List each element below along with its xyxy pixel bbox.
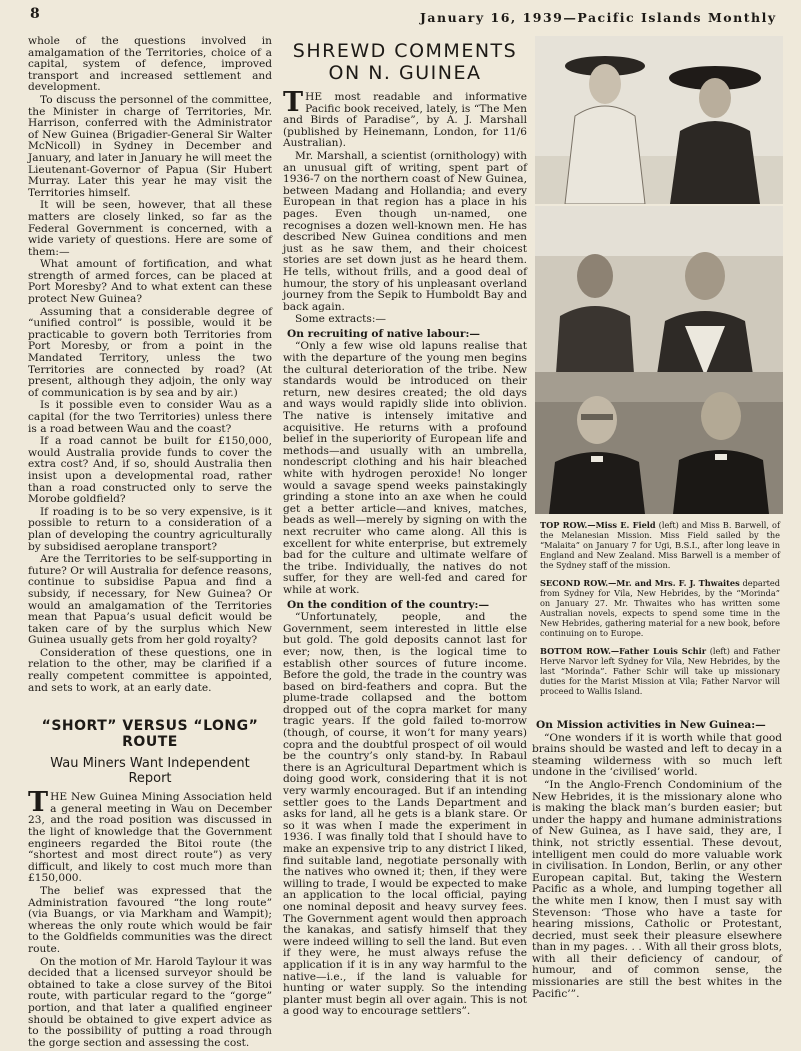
- section-heading: On the condition of the country:—: [287, 598, 490, 611]
- paragraph: [28, 787, 272, 885]
- drop-cap: T: [283, 87, 304, 118]
- story-headline: “SHORT” VERSUS “LONG” ROUTE: [41, 718, 259, 751]
- caption: [540, 520, 780, 570]
- right-column: [532, 717, 782, 1001]
- paragraph: The belief was expressed that the Administration favoured “the long route” (via Buangs, or via Markham and Wampit); whereas the only route which would be fair to the Goldfields communities was the direct route.: [28, 885, 272, 955]
- story-subheadline: Wau Miners Want Independent Report: [50, 756, 250, 787]
- paragraph: Assuming that a considerable degree of “unified control” is possible, would it be practicable to govern both Territories from Port Moresby, or from a point in the Mandated Territory, unless the two Territories are connected by road? (At present, although they adjoin, the only way of communication is by sea and by air.): [28, 305, 272, 399]
- article-headline: SHREWD COMMENTS ON N. GUINEA: [292, 40, 518, 84]
- paragraph: On the motion of Mr. Harold Taylour it was decided that a licensed surveyor should be obtained to take a close survey of the Bitoi route, with particular regard to the “gorge” portion, and that later a qualified engineer should be obtained to give expert advice as to the possibility of putting a road through the gorge section and assessing the cost.: [28, 955, 272, 1049]
- paragraph: If roading is to be so very expensive, is it possible to return to a consideration of a plan of developing the country agriculturally by subsidised aeroplane transport?: [28, 505, 272, 553]
- paragraph: Mr. Marshall, a scientist (ornithology) with an unusual gift of writing, spent part of 1936-7 on the northern coast of New Guinea, between Madang and Hollandia; and every European in that region has a place in his pages. Even though un-named, one recognises a dozen well-known men. He has described New Guinea conditions and men just as he saw them, and their choicest stories are set down just as he heard them. He tells, without frills, and a good deal of humour, the story of his unpleasant overland journey from the Sepik to Humboldt Bay and back again.: [283, 149, 527, 313]
- paragraph: “One wonders if it is worth while that good brains should be wasted and left to decay in a steaming wilderness with so much left undone in the ‘civilised’ world.: [532, 731, 782, 779]
- paragraph: whole of the questions involved in amalgamation of the Territories, choice of a capital, system of defence, improved transport and increased settlement and development.: [28, 35, 272, 94]
- page-number: 8: [30, 6, 40, 22]
- paragraph: Consideration of these questions, one in relation to the other, may be clarified if a really competent committee is appointed, and sets to work, at an early date.: [28, 646, 272, 694]
- lead-text: HE most readable and informative Pacific book received, lately, is “The Men and Birds of Paradise”, by A. J. Marshall (published by Heinemann, London, for 11/6 Australian).: [283, 91, 527, 150]
- section-heading: On Mission activities in New Guinea:—: [536, 719, 766, 731]
- caption-text: (left) and Father Herve Narvor left Sydney for Vila, New Hebrides, by the last “Morinda”. Father Schir will take up missionary duties for the Marist Mission at Vila; Father Narvor will proceed to Wallis Island.: [540, 646, 780, 696]
- paragraph: Is it possible even to consider Wau as a capital (for the two Territories) unless there is a road between Wau and the coast?: [28, 399, 272, 435]
- lead-text: HE New Guinea Mining Association held a general meeting in Wau on December 23, and the road position was discussed in the light of knowledge that the Government engineers regarded the Bitoi route (the “shortest and most direct route”) as very difficult, and likely to cost much more than £150,000.: [28, 791, 272, 885]
- middle-column: [283, 36, 527, 1019]
- left-column: [28, 36, 272, 1050]
- caption-lead: SECOND ROW.—Mr. and Mrs. F. J. Thwaites: [540, 578, 740, 588]
- photo-panel: [535, 36, 783, 514]
- caption-lead: BOTTOM ROW.—Father Louis Schir: [540, 646, 707, 656]
- paragraph: To discuss the personnel of the committee, the Minister in charge of Territories, Mr. Harrison, conferred with the Administrator of New Guinea (Brigadier-General Sir Walter McNicoll) in Sydney in December and January, and later in January he will meet the Lieutenant-Governor of Papua (Sir Hubert Murray. Later this year he may visit the Territories himself.: [28, 93, 272, 199]
- caption: [540, 578, 780, 638]
- paragraph: If a road cannot be built for £150,000, would Australia provide funds to cover the extra cost? And, if so, should Australia then insist upon a developmental road, rather than a road constructed only to serve the Morobe goldfield?: [28, 435, 272, 506]
- paragraph: “In the Anglo-French Condominium of the New Hebrides, it is the missionary alone who is making the black man’s burden easier; but under the happy and humane administrations of New Guinea, as I have said, they are, I think, not strictly essential. These devout, intelligent men could do more valuable work in civilisation. In London, Berlin, or any other European capital. But, taking the Western Pacific as a whole, and lumping together all the white men I know, then I must say with Stevenson: ‘Those who have a taste for hearing missions, Catholic or Protestant, decried, must seek their pleasure elsewhere than in my pages. . . With all their gross blots, with all their deficiency of candour, of humour, and of common sense, the missionaries are still the best whites in the Pacific’”.: [532, 778, 782, 1000]
- caption-lead: TOP ROW.—Miss E. Field: [540, 520, 656, 530]
- photo-captions: [540, 520, 780, 704]
- paragraph: “Unfortunately, people, and the Government, seem interested in little else but gold. The gold deposits cannot last for ever; now, then, is the logical time to establish other sources of future income. Before the gold, the trade in the country was based on bird-feathers and copra. But the plume-trade collapsed and the bottom dropped out of the copra market for many tragic years. If the gold failed to-morrow (though, of course, it won’t for many years) copra and the doubtful prospect of oil would be the country’s only stand-by. In Rabaul there is an Agricultural Department which is doing good work, considering that it is not very warmly encouraged. But if an intending settler goes to the Lands Department and asks for land, all he gets is a blank stare. Or so it was when I made the experiment in 1936. I was finally told that I should have to make an expensive trip to any district I liked, find suitable land, negotiate personally with the natives who owned it; then, if they were willing to trade, I would be expected to make an application to the local official, paying one nominal deposit and heavy survey fees. The Government agent would then approach the kanakas, and satisfy himself that they were indeed willing to sell the land. But even if they were, he must always refuse the application if it is in any way harmful to the native—i.e., if the land is valuable for hunting or water supply. So the intending planter must begin all over again. This is not a good way to encourage settlers”.: [283, 611, 527, 1018]
- paragraph: Are the Territories to be self-supporting in future? Or will Australia for defence reasons, continue to subsidise Papua and find a subsidy, if necessary, for New Guinea? Or would an amalgamation of the Territories mean that Papua’s usual deficit would be taken care of by the surplus which New Guinea usually gets from her gold royalty?: [28, 553, 272, 647]
- running-head: January 16, 1939—Pacific Islands Monthly: [420, 10, 777, 25]
- section-heading: On recruiting of native labour:—: [287, 327, 480, 340]
- caption: [540, 646, 780, 696]
- photo-bottom-row: [535, 372, 783, 514]
- drop-cap: T: [28, 787, 49, 819]
- paragraph: Some extracts:—: [295, 313, 386, 326]
- paragraph: [283, 87, 527, 150]
- paragraph: It will be seen, however, that all these matters are closely linked, so far as the Federal Government is concerned, with a wide variety of questions. Here are some of them:—: [28, 199, 272, 258]
- paragraph: What amount of fortification, and what strength of armed forces, can be placed at Port Moresby? And to what extent can these protect New Guinea?: [28, 258, 272, 306]
- photo-second-row: [535, 206, 783, 388]
- paragraph: “Only a few wise old lapuns realise that with the departure of the young men begins the cultural deterioration of the tribe. New standards would be introduced on their return, new desires created; the old days and ways would rapidly slide into oblivion. The native is intensely imitative and acquisitive. He returns with a profound belief in the superiority of European life and methods—and usually with an umbrella, nondescript clothing and his hair bleached white with hydrogen peroxide! No longer would a savage spend weeks painstakingly grinding a stone into an axe when he could get a better article—and knives, matches, beads as well—merely by signing on with the next recruiter who came along. All this is excellent for white enterprise, but extremely bad for the culture and ultimate welfare of the tribe. Individually, the natives do not suffer, for they are well-fed and cared for while at work.: [283, 340, 527, 596]
- photo-top-row: [535, 36, 783, 204]
- caption-text: (left) and Miss B. Barwell, of the Melanesian Mission. Miss Field sailed by the “Malaita” on January 7 for Ugi, B.S.I., after long leave in England and New Zealand. Miss Barwell is a member of the Sydney staff of the mission.: [540, 520, 780, 570]
- caption-text: departed from Sydney for Vila, New Hebrides, by the “Morinda” on January 27. Mr. Thwaites who has written some Australian novels, expects to spend some time in the New Hebrides, gathering material for a new book, before continuing on to Europe.: [540, 578, 780, 638]
